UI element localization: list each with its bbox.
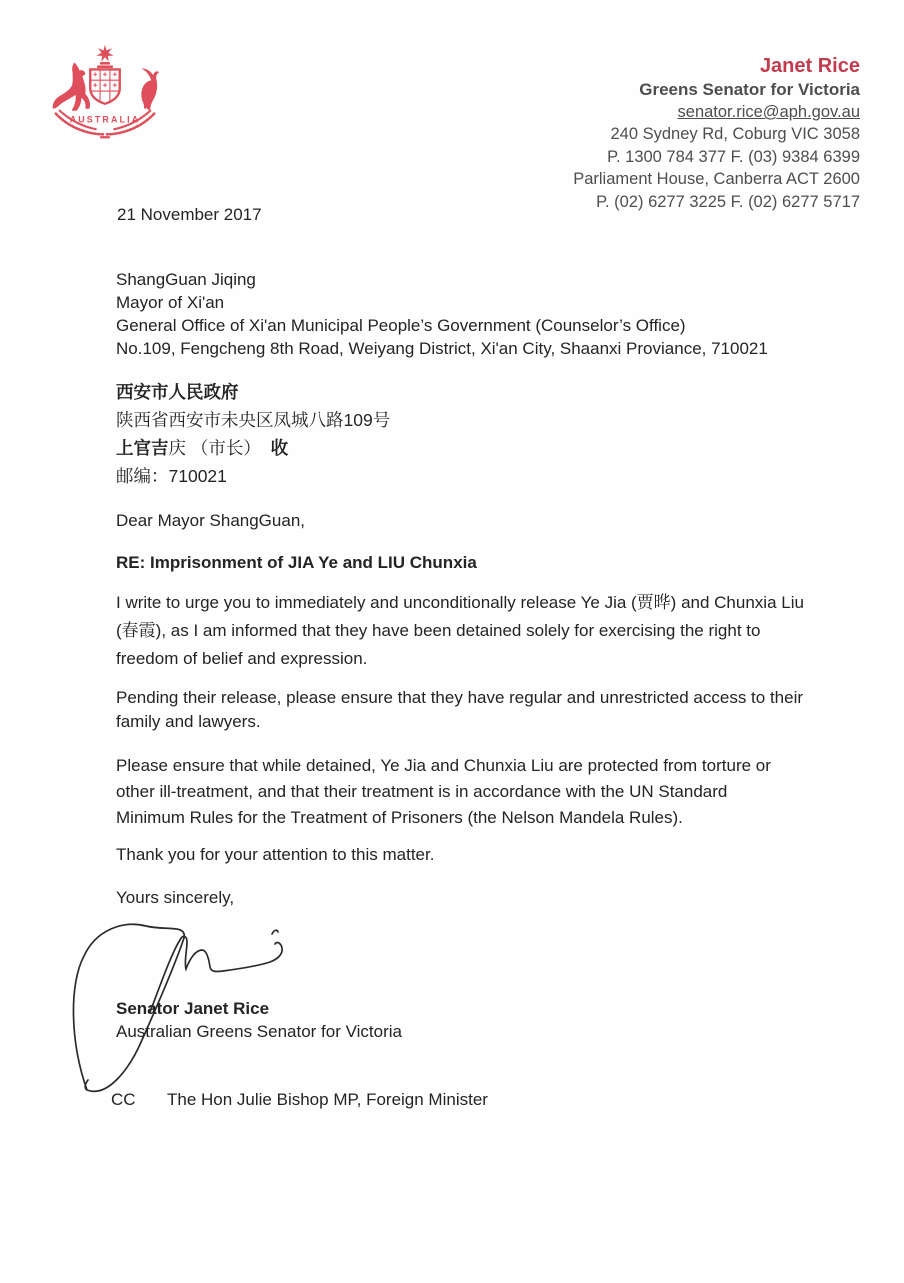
electorate-address: 240 Sydney Rd, Coburg VIC 3058 <box>610 125 860 144</box>
salutation: Dear Mayor ShangGuan, <box>116 511 305 530</box>
valediction: Yours sincerely, <box>116 888 235 907</box>
signatory-title: Australian Greens Senator for Victoria <box>116 1022 402 1041</box>
recipient-cn-mayor-line: 上官吉庆 （市长） 收 <box>116 438 289 458</box>
coat-of-arms-logo <box>46 42 164 144</box>
subject-line: RE: Imprisonment of JIA Ye and LIU Chunxia <box>116 553 477 572</box>
cc-row <box>111 1088 488 1111</box>
paragraph-2: Pending their release, please ensure that they have regular and unrestricted access to their family and lawyers. <box>116 688 804 731</box>
cc-label: CC <box>111 1090 136 1109</box>
senator-email: senator.rice@aph.gov.au <box>677 103 860 121</box>
cc-value: The Hon Julie Bishop MP, Foreign Minister <box>167 1090 488 1109</box>
senator-title: Greens Senator for Victoria <box>639 80 860 99</box>
letter-date: 21 November 2017 <box>117 205 262 224</box>
electorate-phone-fax: P. 1300 784 377 F. (03) 9384 6399 <box>607 147 860 166</box>
parliament-phone-fax: P. (02) 6277 3225 F. (02) 6277 5717 <box>596 192 860 211</box>
recipient-street: No.109, Fengcheng 8th Road, Weiyang District, Xi'an City, Shaanxi Proviance, 710021 <box>116 339 768 358</box>
kangaroo-icon <box>53 63 90 111</box>
paragraph-1: I write to urge you to immediately and unconditionally release Ye Jia (贾晔) and Chunxia Liu (春霞), as I am informed that they have been detained solely for exercising the right to freedom of belief and expression. <box>116 593 804 668</box>
parliament-address: Parliament House, Canberra ACT 2600 <box>573 170 860 189</box>
signatory-name: Senator Janet Rice <box>116 999 270 1018</box>
senator-name: Janet Rice <box>759 55 860 77</box>
recipient-cn-postcode: 邮编：710021 <box>116 466 227 486</box>
recipient-name: ShangGuan Jiqing <box>116 270 256 289</box>
paragraph-3: Please ensure that while detained, Ye Jia and Chunxia Liu are protected from torture or other ill-treatment, and that their treatment is in accordance with the UN Standard Minimum Rules for the Treatment of Prisoners (the Nelson Mandela Rules). <box>116 756 771 827</box>
recipient-cn-street: 陕西省西安市未央区凤城八路109号 <box>116 410 391 430</box>
recipient-role: Mayor of Xi'an <box>116 293 225 312</box>
recipient-address <box>116 268 768 360</box>
recipient-office: General Office of Xi'an Municipal People’s Government (Counselor’s Office) <box>116 316 686 335</box>
closing-thanks: Thank you for your attention to this matter. <box>116 845 435 864</box>
recipient-cn-government: 西安市人民政府 <box>116 382 239 402</box>
letterhead <box>573 54 860 213</box>
recipient-address-chinese <box>116 378 390 490</box>
logo-australia-label: AUSTRALIA <box>69 114 141 125</box>
commonwealth-star-icon <box>96 45 113 62</box>
